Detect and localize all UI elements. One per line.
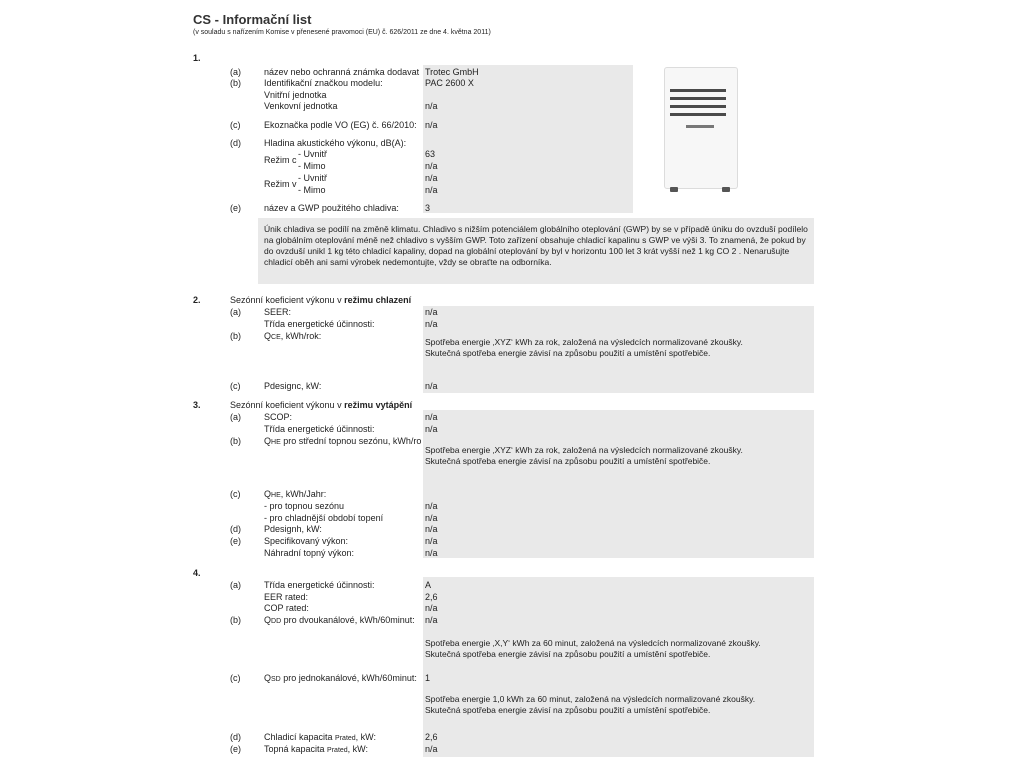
heating-indoor-value: n/a [425, 173, 438, 183]
q-subscript: HE [271, 492, 281, 499]
qsd-label [264, 673, 417, 685]
heating-season-value: n/a [425, 501, 438, 511]
item-letter: (a) [230, 67, 241, 77]
wheel [670, 187, 678, 192]
cooling-capacity-label-text: Chladicí kapacita [264, 732, 336, 742]
q-symbol: Q [264, 673, 272, 683]
page-subtitle: (v souladu s nařízením Komise v přenesené pravomoci (EU) č. 626/2011 ze dne 4. května 2011) [193, 29, 491, 36]
qdd-label-text: pro dvoukanálové, kWh/60minut: [281, 615, 415, 625]
page-title: CS - Informační list [193, 12, 312, 27]
refrigerant-label: název a GWP použitého chladiva: [264, 203, 399, 213]
indoor-unit-label: Vnitřní jednotka [264, 90, 327, 100]
sound-power-label: Hladina akustického výkonu, dB(A): [264, 138, 407, 148]
q-symbol: Q [264, 615, 272, 625]
qhe-label [264, 436, 423, 448]
section3-heading-text: Sezónní koeficient výkonu v [230, 400, 345, 410]
cooling-capacity-value: 2,6 [425, 732, 438, 742]
item-letter: (c) [230, 489, 241, 499]
refrigerant-value: 3 [425, 203, 431, 213]
q-subscript: SD [271, 676, 281, 683]
heating-class-label: Třída energetické účinnosti: [264, 424, 375, 434]
q-symbol: Q [264, 489, 272, 499]
cooling-class-value: n/a [425, 319, 438, 329]
item-letter: (d) [230, 732, 241, 742]
outdoor-unit-label: Venkovní jednotka [264, 101, 338, 111]
q-subscript: DD [271, 618, 282, 625]
cooling-capacity-unit: , kW: [355, 732, 377, 742]
scop-label: SCOP: [264, 412, 293, 422]
item-letter: (b) [230, 78, 241, 88]
cooling-capacity-label [264, 732, 376, 744]
item-letter: (a) [230, 580, 241, 590]
prated-subscript: Prated [327, 747, 348, 754]
indoor-label: - Uvnitř [298, 149, 327, 159]
section3-number: 3. [193, 400, 201, 410]
q-subscript: CE [271, 334, 281, 341]
qdd-description: Spotřeba energie ‚X,Y‘ kWh za 60 minut, založená na výsledcích normalizované zkoušky. Skutečná spotřeba energie závisí na způsobu použití a umístění spotřebiče. [425, 638, 761, 659]
item-letter: (a) [230, 307, 241, 317]
pdesignh-value: n/a [425, 524, 438, 534]
vent-slat [670, 113, 726, 116]
model-value: PAC 2600 X [425, 78, 474, 88]
qce-description: Spotřeba energie ‚XYZ‘ kWh za rok, založená na výsledcích normalizované zkoušky. Skutečná spotřeba energie závisí na způsobu použití a umístění spotřebiče. [425, 337, 743, 358]
heating-capacity-unit: , kW: [347, 744, 369, 754]
pdesignc-value: n/a [425, 381, 438, 391]
section2-number: 2. [193, 295, 201, 305]
qhe-year-label-text: , kWh/Jahr: [280, 489, 327, 499]
seer-value: n/a [425, 307, 438, 317]
heating-season-label: - pro topnou sezónu [264, 501, 345, 511]
eer-value: 2,6 [425, 592, 438, 602]
refrigerant-notice: Únik chladiva se podílí na změně klimatu. Chladivo s nižším potenciálem globálního oteplování (GWP) by se v případě úniku do ovzduší podílelo na globálním oteplování méně než chladivo s vyšším GWP. Toto zařízení obsahuje chladicí kapalinu s GWP ve výši 3. To znamená, že pokud by do ovzduší unikl 1 kg této chladicí kapaliny, dopad na globální oteplování by byl v horizontu 100 let 3 krát vyšší než 1 kg CO 2 . Nenarušujte chladicí oběh ani sami výrobek nedemontujte, vždy se obraťte na odborníka. [264, 224, 808, 267]
ecolabel-value: n/a [425, 120, 438, 130]
qhe-year-label [264, 489, 326, 501]
cop-value: n/a [425, 603, 438, 613]
section3-heading-bold: režimu vytápění [344, 400, 413, 410]
item-letter: (c) [230, 120, 241, 130]
qhe-label-text: pro střední topnou sezónu, kWh/ro [280, 436, 422, 446]
section2-heading-bold: režimu chlazení [344, 295, 412, 305]
model-label: Identifikační značkou modelu: [264, 78, 383, 88]
section1-number: 1. [193, 53, 201, 63]
heating-class-value: n/a [425, 424, 438, 434]
qce-label [264, 331, 321, 343]
section2-heading-text: Sezónní koeficient výkonu v [230, 295, 345, 305]
wheel [722, 187, 730, 192]
item-letter: (d) [230, 524, 241, 534]
vent-slat [670, 97, 726, 100]
indoor-label: - Uvnitř [298, 173, 327, 183]
vent-slat [670, 89, 726, 92]
supplier-value: Trotec GmbH [425, 67, 479, 77]
heating-capacity-label-text: Topná kapacita [264, 744, 328, 754]
cooling-indoor-value: 63 [425, 149, 436, 159]
qhe-description: Spotřeba energie ‚XYZ‘ kWh za rok, založená na výsledcích normalizované zkoušky. Skutečná spotřeba energie závisí na způsobu použití a umístění spotřebiče. [425, 445, 743, 466]
cop-label: COP rated: [264, 603, 309, 613]
item-letter: (a) [230, 412, 241, 422]
q-symbol: Q [264, 331, 272, 341]
section2-heading [230, 295, 411, 306]
outdoor-label: - Mimo [298, 185, 326, 195]
qdd-value: n/a [425, 615, 438, 625]
cooling-class-label: Třída energetické účinnosti: [264, 319, 375, 329]
portable-air-conditioner-image [664, 67, 736, 193]
item-letter: (c) [230, 673, 241, 683]
section4-value-shade [423, 577, 814, 757]
item-letter: (b) [230, 331, 241, 341]
declared-capacity-value: n/a [425, 536, 438, 546]
heating-capacity-value: n/a [425, 744, 438, 754]
item-letter: (b) [230, 615, 241, 625]
backup-capacity-label: Náhradní topný výkon: [264, 548, 355, 558]
supplier-label: název nebo ochranná známka dodavat [264, 67, 420, 77]
qce-label-text: , kWh/rok: [280, 331, 322, 341]
outdoor-unit-value: n/a [425, 101, 438, 111]
eer-label: EER rated: [264, 592, 309, 602]
colder-season-label: - pro chladnější období topení [264, 513, 384, 523]
colder-season-value: n/a [425, 513, 438, 523]
q-symbol: Q [264, 436, 272, 446]
pdesignh-label: Pdesignh, kW: [264, 524, 322, 534]
backup-capacity-value: n/a [425, 548, 438, 558]
brand-mark [686, 125, 714, 128]
heating-capacity-label [264, 744, 368, 756]
prated-subscript: Prated [335, 735, 356, 742]
ecolabel-label: Ekoznačka podle VO (EG) č. 66/2010: [264, 120, 417, 130]
item-letter: (b) [230, 436, 241, 446]
energy-class-label: Třída energetické účinnosti: [264, 580, 375, 590]
pdesignc-label: Pdesignc, kW: [264, 381, 322, 391]
cooling-outdoor-value: n/a [425, 161, 438, 171]
item-letter: (e) [230, 744, 241, 754]
scop-value: n/a [425, 412, 438, 422]
vent-slat [670, 105, 726, 108]
q-subscript: HE [271, 439, 281, 446]
heating-mode-label: Režim v [264, 179, 297, 189]
qsd-description: Spotřeba energie 1,0 kWh za 60 minut, založená na výsledcích normalizované zkoušky. Skutečná spotřeba energie závisí na způsobu použití a umístění spotřebiče. [425, 694, 756, 715]
item-letter: (e) [230, 536, 241, 546]
section3-value-shade [423, 410, 814, 558]
cooling-mode-label: Režim c [264, 155, 297, 165]
item-letter: (e) [230, 203, 241, 213]
heating-outdoor-value: n/a [425, 185, 438, 195]
item-letter: (c) [230, 381, 241, 391]
outdoor-label: - Mimo [298, 161, 326, 171]
seer-label: SEER: [264, 307, 292, 317]
declared-capacity-label: Specifikovaný výkon: [264, 536, 349, 546]
energy-class-value: A [425, 580, 432, 590]
qdd-label [264, 615, 415, 627]
qsd-value: 1 [425, 673, 431, 683]
section3-heading [230, 400, 412, 411]
item-letter: (d) [230, 138, 241, 148]
section4-number: 4. [193, 568, 201, 578]
qsd-label-text: pro jednokanálové, kWh/60minut: [280, 673, 417, 683]
air-conditioner-body [664, 67, 738, 189]
